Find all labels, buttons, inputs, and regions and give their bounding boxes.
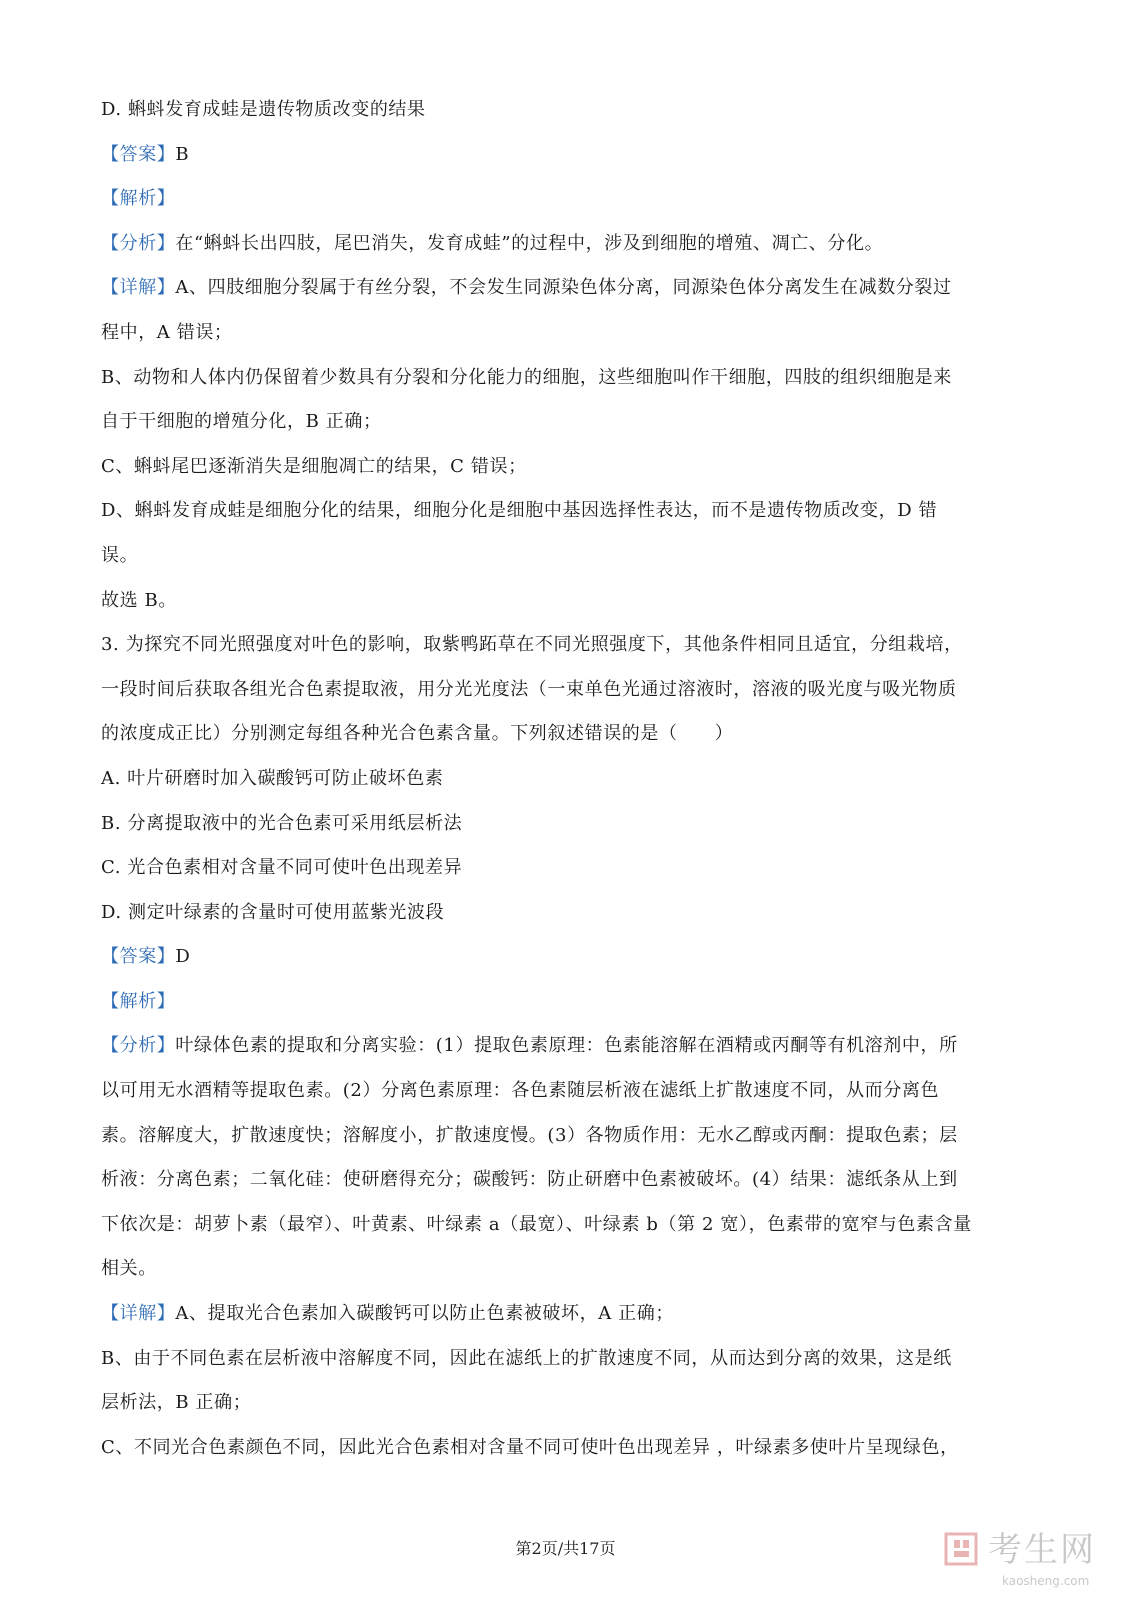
text-line: 相关。 (101, 1258, 157, 1280)
text-line: C、不同光合色素颜色不同，因此光合色素相对含量不同可使叶色出现差异 ，叶绿素多使叶片呈现绿色， (101, 1436, 959, 1458)
answer-line: 【答案】D (101, 946, 191, 968)
option-a: A. 叶片研磨时加入碳酸钙可防止破坏色素 (101, 767, 444, 789)
answer-line: 【答案】B (101, 143, 190, 165)
watermark-name: 考生网 (988, 1530, 1096, 1570)
answer-tag: 【答案】 (101, 946, 176, 968)
text-line: 误。 (101, 544, 139, 566)
text-line: 析液：分离色素；二氧化硅：使研磨得充分；碳酸钙：防止研磨中色素被破坏。(4）结果：滤纸条从上到 (101, 1169, 958, 1191)
page-number: 第2页/共17页 (515, 1539, 616, 1558)
fenxi-line: 【分析】在“蝌蚪长出四肢，尾巴消失，发育成蛙”的过程中，涉及到细胞的增殖、凋亡、分化。 (101, 232, 884, 254)
xiangjie-tag: 【详解】 (101, 277, 176, 299)
text-line: B、动物和人体内仍保留着少数具有分裂和分化能力的细胞，这些细胞叫作干细胞，四肢的组织细胞是来 (101, 366, 952, 388)
text-line: 素。溶解度大，扩散速度快；溶解度小，扩散速度慢。(3）各物质作用：无水乙醇或丙酮：提取色素；层 (101, 1124, 958, 1146)
analysis-line (101, 980, 1031, 1025)
option-d-line: D. 蝌蚪发育成蛙是遗传物质改变的结果 (101, 99, 426, 120)
xiangjie-line: 【详解】A、提取光合色素加入碳酸钙可以防止色素被破坏，A 正确； (101, 1303, 674, 1325)
conclusion-line: 故选 B。 (101, 589, 177, 611)
xiangjie-line: 【详解】A、四肢细胞分裂属于有丝分裂，不会发生同源染色体分离，同源染色体分离发生在减数分裂过 (101, 277, 952, 299)
text-line: C、蝌蚪尾巴逐渐消失是细胞凋亡的结果，C 错误； (101, 455, 527, 477)
text-line: D、蝌蚪发育成蛙是细胞分化的结果，细胞分化是细胞中基因选择性表达，而不是遗传物质改变，D 错 (101, 500, 938, 522)
question-3-line: 3. 为探究不同光照强度对叶色的影响，取紫鸭跖草在不同光照强度下，其他条件相同且适宜，分组栽培， (101, 634, 963, 656)
answer-tag: 【答案】 (101, 143, 176, 165)
analysis-line (101, 177, 1031, 222)
kaosheng-logo-icon (944, 1532, 978, 1566)
fenxi-tag: 【分析】 (101, 232, 176, 254)
analysis-tag: 【解析】 (101, 990, 176, 1012)
text-line: 程中，A 错误； (101, 321, 233, 343)
text-line: 自于干细胞的增殖分化，B 正确； (101, 411, 382, 433)
fenxi-tag: 【分析】 (101, 1035, 176, 1057)
fenxi-line: 【分析】叶绿体色素的提取和分离实验：(1）提取色素原理：色素能溶解在酒精或丙酮等有机溶剂中，所 (101, 1035, 958, 1057)
text-line: 下依次是：胡萝卜素（最窄）、叶黄素、叶绿素 a（最宽）、叶绿素 b（第 2 宽），色素带的宽窄与色素含量 (101, 1213, 972, 1235)
watermark (944, 1528, 1124, 1594)
option-b: B. 分离提取液中的光合色素可采用纸层析法 (101, 812, 463, 834)
watermark-url: kaosheng.com (1002, 1574, 1090, 1588)
text-line: 以可用无水酒精等提取色素。(2）分离色素原理：各色素随层析液在滤纸上扩散速度不同，从而分离色 (101, 1080, 940, 1102)
text-line: 层析法，B 正确； (101, 1392, 252, 1414)
question-3-line: 一段时间后获取各组光合色素提取液，用分光光度法（一束单色光通过溶液时，溶液的吸光度与吸光物质 (101, 678, 957, 700)
option-d: D. 测定叶绿素的含量时可使用蓝紫光波段 (101, 901, 445, 923)
question-3-line: 的浓度成正比）分别测定每组各种光合色素含量。下列叙述错误的是（ ） (101, 723, 734, 745)
analysis-tag: 【解析】 (101, 188, 176, 210)
option-c: C. 光合色素相对含量不同可使叶色出现差异 (101, 857, 463, 879)
text-line: B、由于不同色素在层析液中溶解度不同，因此在滤纸上的扩散速度不同，从而达到分离的效果，这是纸 (101, 1347, 952, 1369)
xiangjie-tag: 【详解】 (101, 1303, 176, 1325)
document-body (101, 88, 1031, 1470)
